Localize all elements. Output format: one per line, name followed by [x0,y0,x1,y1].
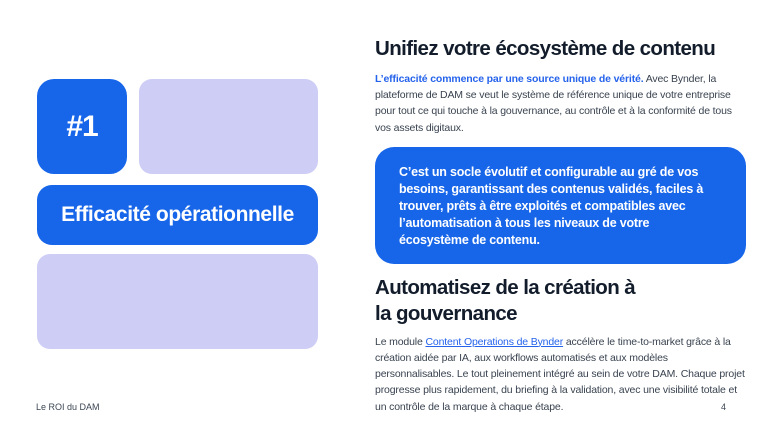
section2-paragraph [375,334,746,415]
decorative-block-bottom [37,254,318,349]
section2-heading-line2: la gouvernance [375,301,517,325]
left-graphic-panel [37,79,318,349]
callout-box [375,147,746,264]
section2-heading-line1: Automatisez de la création à [375,275,636,299]
callout-text: C’est un socle évolutif et configurable au gré de vos besoins, garantissant des contenus validés, faciles à trouver, prêts à être exploités et compatibles avec l’automatisation à tous les niveaux de votre écosystème de contenu. [399,164,704,247]
decorative-block-top [139,79,318,174]
content-column [375,36,746,415]
section2-body-after-link: accélère le time-to-market grâce à la création aidée par IA, aux workflows automatisés et aux modèles personnalisables. Le tout pleinement intégré au sein de votre DAM. Chaque projet progresse plus rapidement, du briefing à la validation, avec une visibilité totale et un contrôle de la marque à chaque étape. [375,335,745,413]
content-operations-link[interactable]: Content Operations de Bynder [425,335,564,348]
section2-heading [375,275,746,327]
section2-body-before-link: Le module [375,335,426,348]
lead-sentence: L’efficacité commence par une source unique de vérité. [375,73,644,85]
document-title-footer: Le ROI du DAM [36,402,100,412]
section1-body-text: Avec Bynder, la plateforme de DAM se veut le système de référence unique de votre entreprise pour tout ce qui touche à la gouvernance, au contrôle et à la conformité de tous vos assets digitaux. [375,73,732,134]
page-number: 4 [720,402,726,412]
graphic-row-top [37,79,318,174]
category-title-bar [37,185,318,245]
rank-badge: #1 [37,79,127,174]
section1-paragraph [375,71,746,136]
category-title-label: Efficacité opérationnelle [61,203,294,226]
section1-heading: Unifiez votre écosystème de contenu [375,37,716,60]
